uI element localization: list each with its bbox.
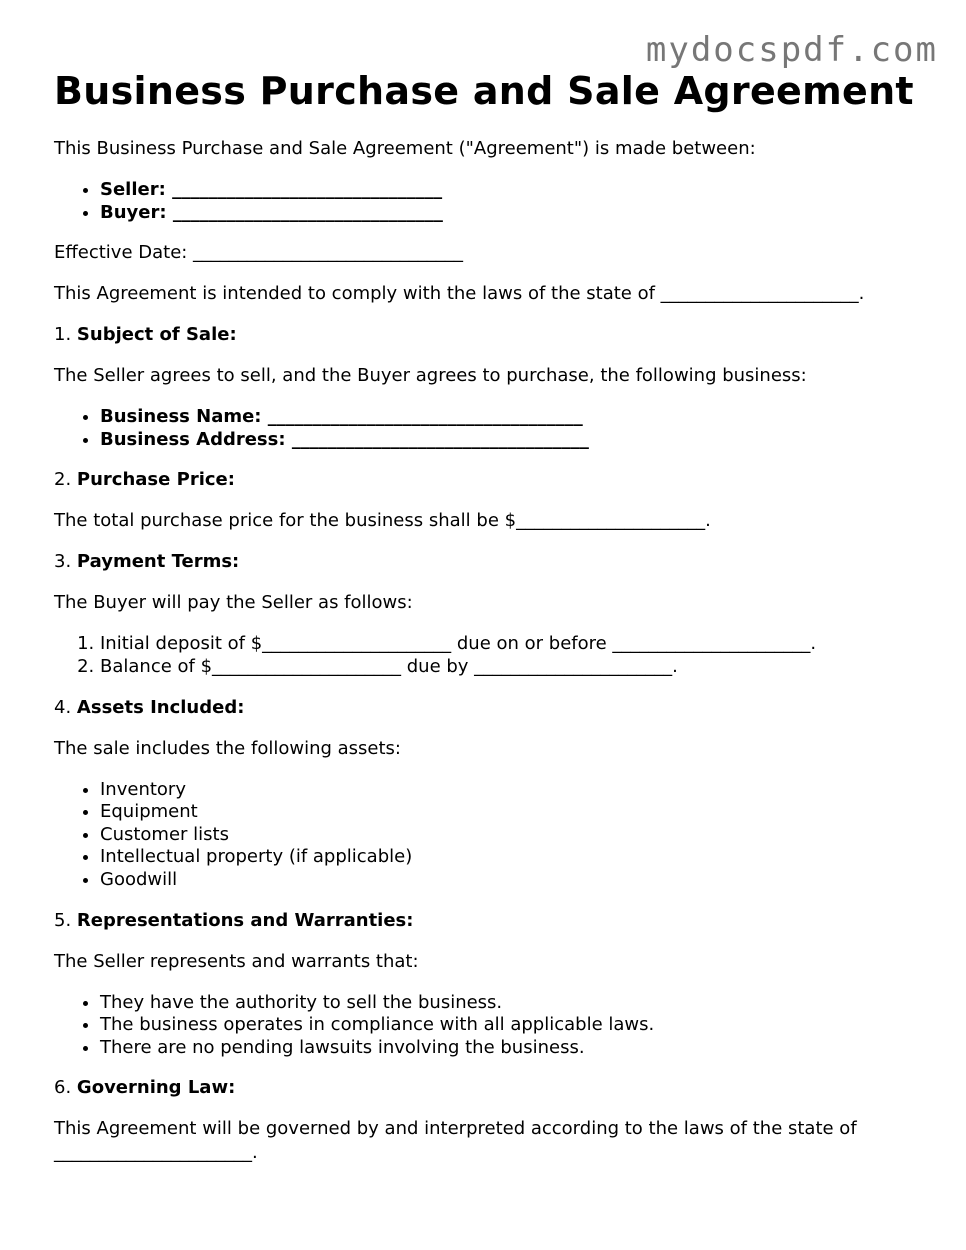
section-title: Governing Law: bbox=[76, 1077, 236, 1099]
section-heading bbox=[54, 909, 934, 933]
section-number: 4. bbox=[54, 696, 72, 718]
list-item bbox=[100, 179, 934, 202]
section-heading bbox=[54, 468, 934, 492]
warranties-list bbox=[54, 992, 934, 1060]
document-page bbox=[54, 68, 934, 1165]
blank-line: _________________________________ bbox=[291, 428, 589, 450]
list-item: • Customer lists bbox=[100, 824, 934, 847]
item-label: Business Address: bbox=[100, 428, 286, 450]
effective-date: Effective Date: ______________________________ bbox=[54, 242, 464, 264]
intro-text: This Business Purchase and Sale Agreement ("Agreement") is made between: bbox=[54, 138, 756, 159]
section-body: The total purchase price for the business shall be $_____________________. bbox=[54, 510, 711, 532]
section-body: The Seller represents and warrants that: bbox=[54, 950, 419, 972]
section-number: 3. bbox=[54, 551, 72, 573]
section-body: The Seller agrees to sell, and the Buyer agrees to purchase, the following business: bbox=[54, 365, 807, 387]
section-heading bbox=[54, 323, 934, 347]
section-heading bbox=[54, 550, 934, 574]
party-label: Seller: bbox=[100, 179, 166, 200]
section-heading bbox=[54, 696, 934, 720]
list-item: • There are no pending lawsuits involving the business. bbox=[100, 1037, 934, 1060]
section-title: Payment Terms: bbox=[76, 551, 240, 573]
section-heading bbox=[54, 1076, 934, 1100]
list-item: • Inventory bbox=[100, 779, 934, 802]
section-body: The Buyer will pay the Seller as follows: bbox=[54, 592, 413, 614]
blank-line: ___________________________________ bbox=[267, 406, 583, 428]
item-label: Business Name: bbox=[100, 406, 262, 428]
section-title: Representations and Warranties: bbox=[76, 909, 414, 931]
list-item bbox=[100, 406, 934, 429]
list-item bbox=[100, 202, 934, 225]
list-item: • Equipment bbox=[100, 801, 934, 824]
section-number: 5. bbox=[54, 909, 72, 931]
section-body: The sale includes the following assets: bbox=[54, 737, 401, 759]
section-number: 6. bbox=[54, 1077, 72, 1099]
payment-list bbox=[54, 633, 934, 678]
list-item: • Intellectual property (if applicable) bbox=[100, 846, 934, 869]
blank-line: ______________________________ bbox=[172, 179, 443, 200]
section-title: Subject of Sale: bbox=[76, 324, 237, 346]
watermark: mydocspdf.com bbox=[645, 30, 938, 70]
blank-line: ______________________________ bbox=[172, 201, 443, 223]
party-label: Buyer: bbox=[100, 201, 167, 223]
state-compliance: This Agreement is intended to comply with the laws of the state of ______________________. bbox=[54, 283, 865, 305]
section-number: 2. bbox=[54, 469, 72, 491]
parties-list bbox=[54, 179, 934, 224]
section-number: 1. bbox=[54, 324, 72, 346]
list-item: 1. Initial deposit of $_____________________ due on or before ______________________. bbox=[100, 633, 934, 656]
list-item bbox=[100, 429, 934, 452]
section-body: This Agreement will be governed by and interpreted according to the laws of the state of ______________________. bbox=[54, 1118, 857, 1164]
list-item: • The business operates in compliance with all applicable laws. bbox=[100, 1014, 934, 1037]
list-item: • Goodwill bbox=[100, 869, 934, 892]
business-list bbox=[54, 406, 934, 451]
section-title: Purchase Price: bbox=[76, 469, 235, 491]
list-item: 2. Balance of $_____________________ due by ______________________. bbox=[100, 656, 934, 679]
section-title: Assets Included: bbox=[76, 696, 245, 718]
list-item: • They have the authority to sell the business. bbox=[100, 992, 934, 1015]
page-title: Business Purchase and Sale Agreement bbox=[54, 69, 914, 113]
assets-list bbox=[54, 779, 934, 892]
